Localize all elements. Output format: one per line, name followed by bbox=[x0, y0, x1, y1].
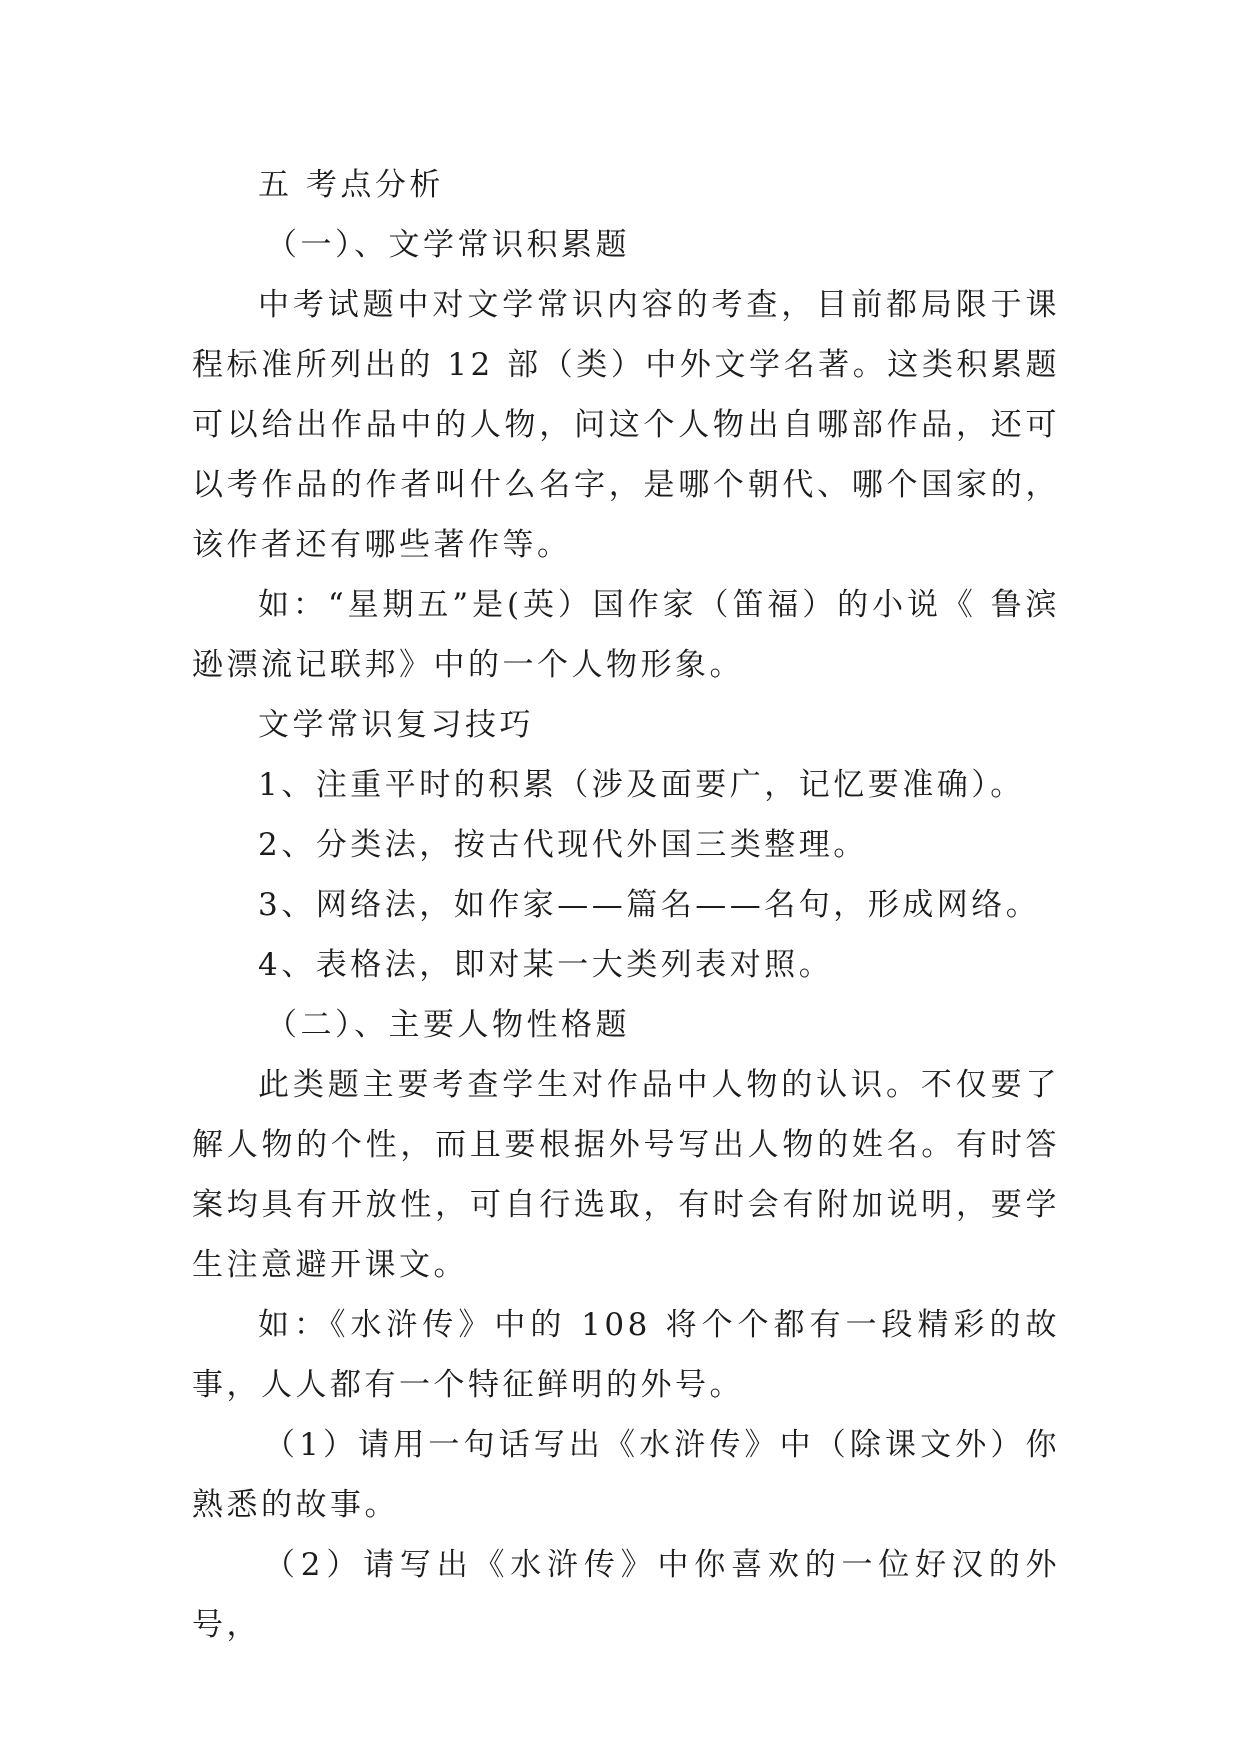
subsection-heading: （二）、主要人物性格题 bbox=[266, 1007, 630, 1043]
list-item: 2、分类法，按古代现代外国三类整理。 bbox=[258, 827, 868, 863]
body-paragraph: 此类题主要考查学生对作品中人物的认识。不仅要了解人物的个性，而且要根据外号写出人物的姓名。有时答案均具有开放性，可自行选取，有时会有附加说明，要学生注意避开课文。 bbox=[192, 1067, 1060, 1283]
body-paragraph: 中考试题中对文学常识内容的考查，目前都局限于课程标准所列出的 12 部（类）中外文学名著。这类积累题可以给出作品中的人物，问这个人物出自哪部作品，还可以考作品的作者叫什么名字，是哪个朝代、哪个国家的，该作者还有哪些著作等。 bbox=[192, 287, 1060, 563]
question-item: （1）请用一句话写出《水浒传》中（除课文外）你熟悉的故事。 bbox=[192, 1427, 1060, 1523]
tips-heading: 文学常识复习技巧 bbox=[258, 707, 534, 743]
list-item: 3、网络法，如作家——篇名——名句，形成网络。 bbox=[258, 887, 1041, 923]
question-item: （2）请写出《水浒传》中你喜欢的一位好汉的外号， bbox=[192, 1547, 1060, 1643]
list-item: 1、注重平时的积累（涉及面要广，记忆要准确）。 bbox=[258, 767, 1025, 803]
document-body bbox=[192, 155, 1060, 1655]
example-paragraph: 如：《水浒传》中的 108 将个个都有一段精彩的故事，人人都有一个特征鲜明的外号。 bbox=[192, 1307, 1060, 1403]
section-heading: 五 考点分析 bbox=[258, 167, 444, 203]
subsection-heading: （一）、文学常识积累题 bbox=[266, 227, 630, 263]
list-item: 4、表格法，即对某一大类列表对照。 bbox=[258, 947, 834, 983]
example-paragraph: 如：“星期五”是(英）国作家（笛福）的小说《 鲁滨逊漂流记联邦》中的一个人物形象。 bbox=[192, 587, 1060, 683]
